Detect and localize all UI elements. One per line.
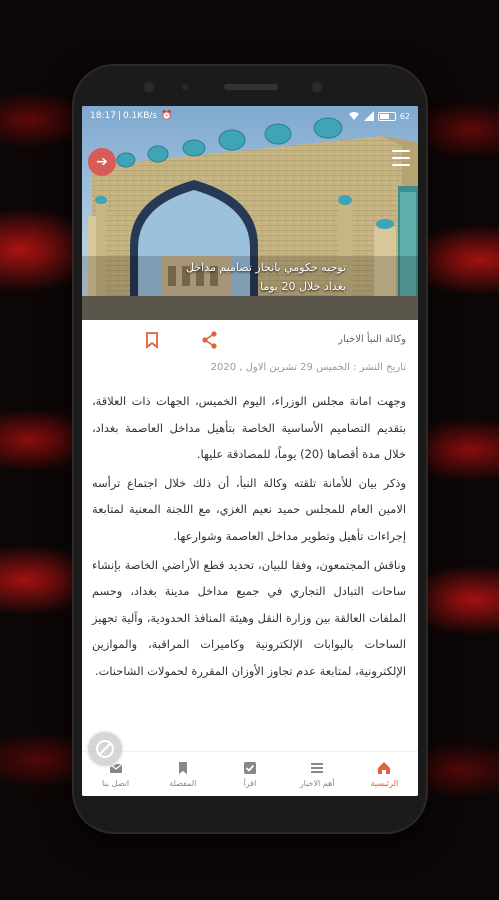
- status-net-speed: 0.1KB/s: [122, 111, 158, 121]
- signal-icon: [364, 111, 374, 121]
- bottom-navigation: [82, 751, 418, 796]
- nav-home[interactable]: [351, 752, 418, 796]
- bookmark-icon[interactable]: [142, 330, 162, 350]
- hero-title: توجيه حكومي بانجاز تصاميم مداخل بغداد خلال 20 يوما: [186, 261, 346, 293]
- wifi-icon: [348, 111, 360, 121]
- menu-button[interactable]: [392, 150, 410, 166]
- status-time: 18:17: [90, 111, 116, 121]
- nav-label: أهم الاخبار: [299, 779, 335, 788]
- check-icon: [242, 760, 258, 776]
- article-paragraph: وجهت امانة مجلس الوزراء، اليوم الخميس، الجهات ذات العلاقة، بتقديم التصاميم الأساسية الخاصة بتأهيل مداخل العاصمة بغداد، خلال مدة أقصاها (20) يوماً، للمصادقة عليها.: [92, 394, 406, 462]
- bookmark-icon: [175, 760, 191, 776]
- floating-action-button[interactable]: [86, 730, 124, 768]
- publish-date: تاريخ النشر : الخميس 29 تشرين الاول , 2020: [210, 362, 406, 373]
- arrow-right-icon: ➔: [96, 154, 108, 170]
- article-body: [92, 388, 406, 687]
- list-icon: [309, 760, 325, 776]
- nav-label: اقرأ: [243, 779, 257, 788]
- home-icon: [376, 760, 392, 776]
- share-icon[interactable]: [200, 330, 220, 350]
- article-meta: [82, 320, 418, 360]
- hero-image: [82, 106, 418, 320]
- sensor: [180, 82, 190, 92]
- menu-icon: [392, 150, 410, 152]
- app-screen: [82, 106, 418, 796]
- circle-slash-icon: [94, 738, 116, 760]
- battery-icon: [378, 112, 396, 121]
- front-camera-2: [310, 80, 324, 94]
- nav-label: اتصل بنا: [102, 779, 130, 788]
- nav-read[interactable]: [216, 752, 283, 796]
- nav-favorites[interactable]: [149, 752, 216, 796]
- battery-level: 62: [399, 111, 410, 121]
- article-paragraph: وذكر بيان للأمانة تلقته وكالة النبأ، أن ذلك خلال اجتماع ترأسه الامين العام للمجلس حميد نعيم الغزي، مع اللجنة المعنية لمتابعة إجراءات تأهيل وتطوير مداخل العاصمة وشوارعها.: [92, 475, 406, 543]
- alarm-icon: ⏰: [161, 111, 173, 121]
- article-paragraph: وناقش المجتمعون، وفقا للبيان، تحديد قطع الأراضي الخاصة بإنشاء ساحات التبادل التجاري في جميع مداخل مدينة بغداد، وحسم الملفات العالقة بين وزارة النقل وهيئة المنافذ الحدودية، وآلية تجهيز الساحات بالبوابات الإلكترونية وكاميرات المراقبة، والموازين الإلكترونية، لمتابعة عدم تجاوز الأوزان المقررة لحمولات الشاحنات.: [92, 557, 406, 678]
- back-button[interactable]: [88, 148, 116, 176]
- front-camera: [142, 80, 156, 94]
- nav-top-news[interactable]: [284, 752, 351, 796]
- article-source: وكالة النبأ الاخبار: [338, 334, 406, 345]
- speaker-grille: [224, 84, 278, 90]
- status-bar: 18:17 | 0.1KB/s ⏰ 62: [90, 111, 410, 121]
- phone-frame: [74, 66, 426, 832]
- nav-label: الرئيسية: [370, 779, 399, 788]
- nav-label: المفضلة: [169, 779, 197, 788]
